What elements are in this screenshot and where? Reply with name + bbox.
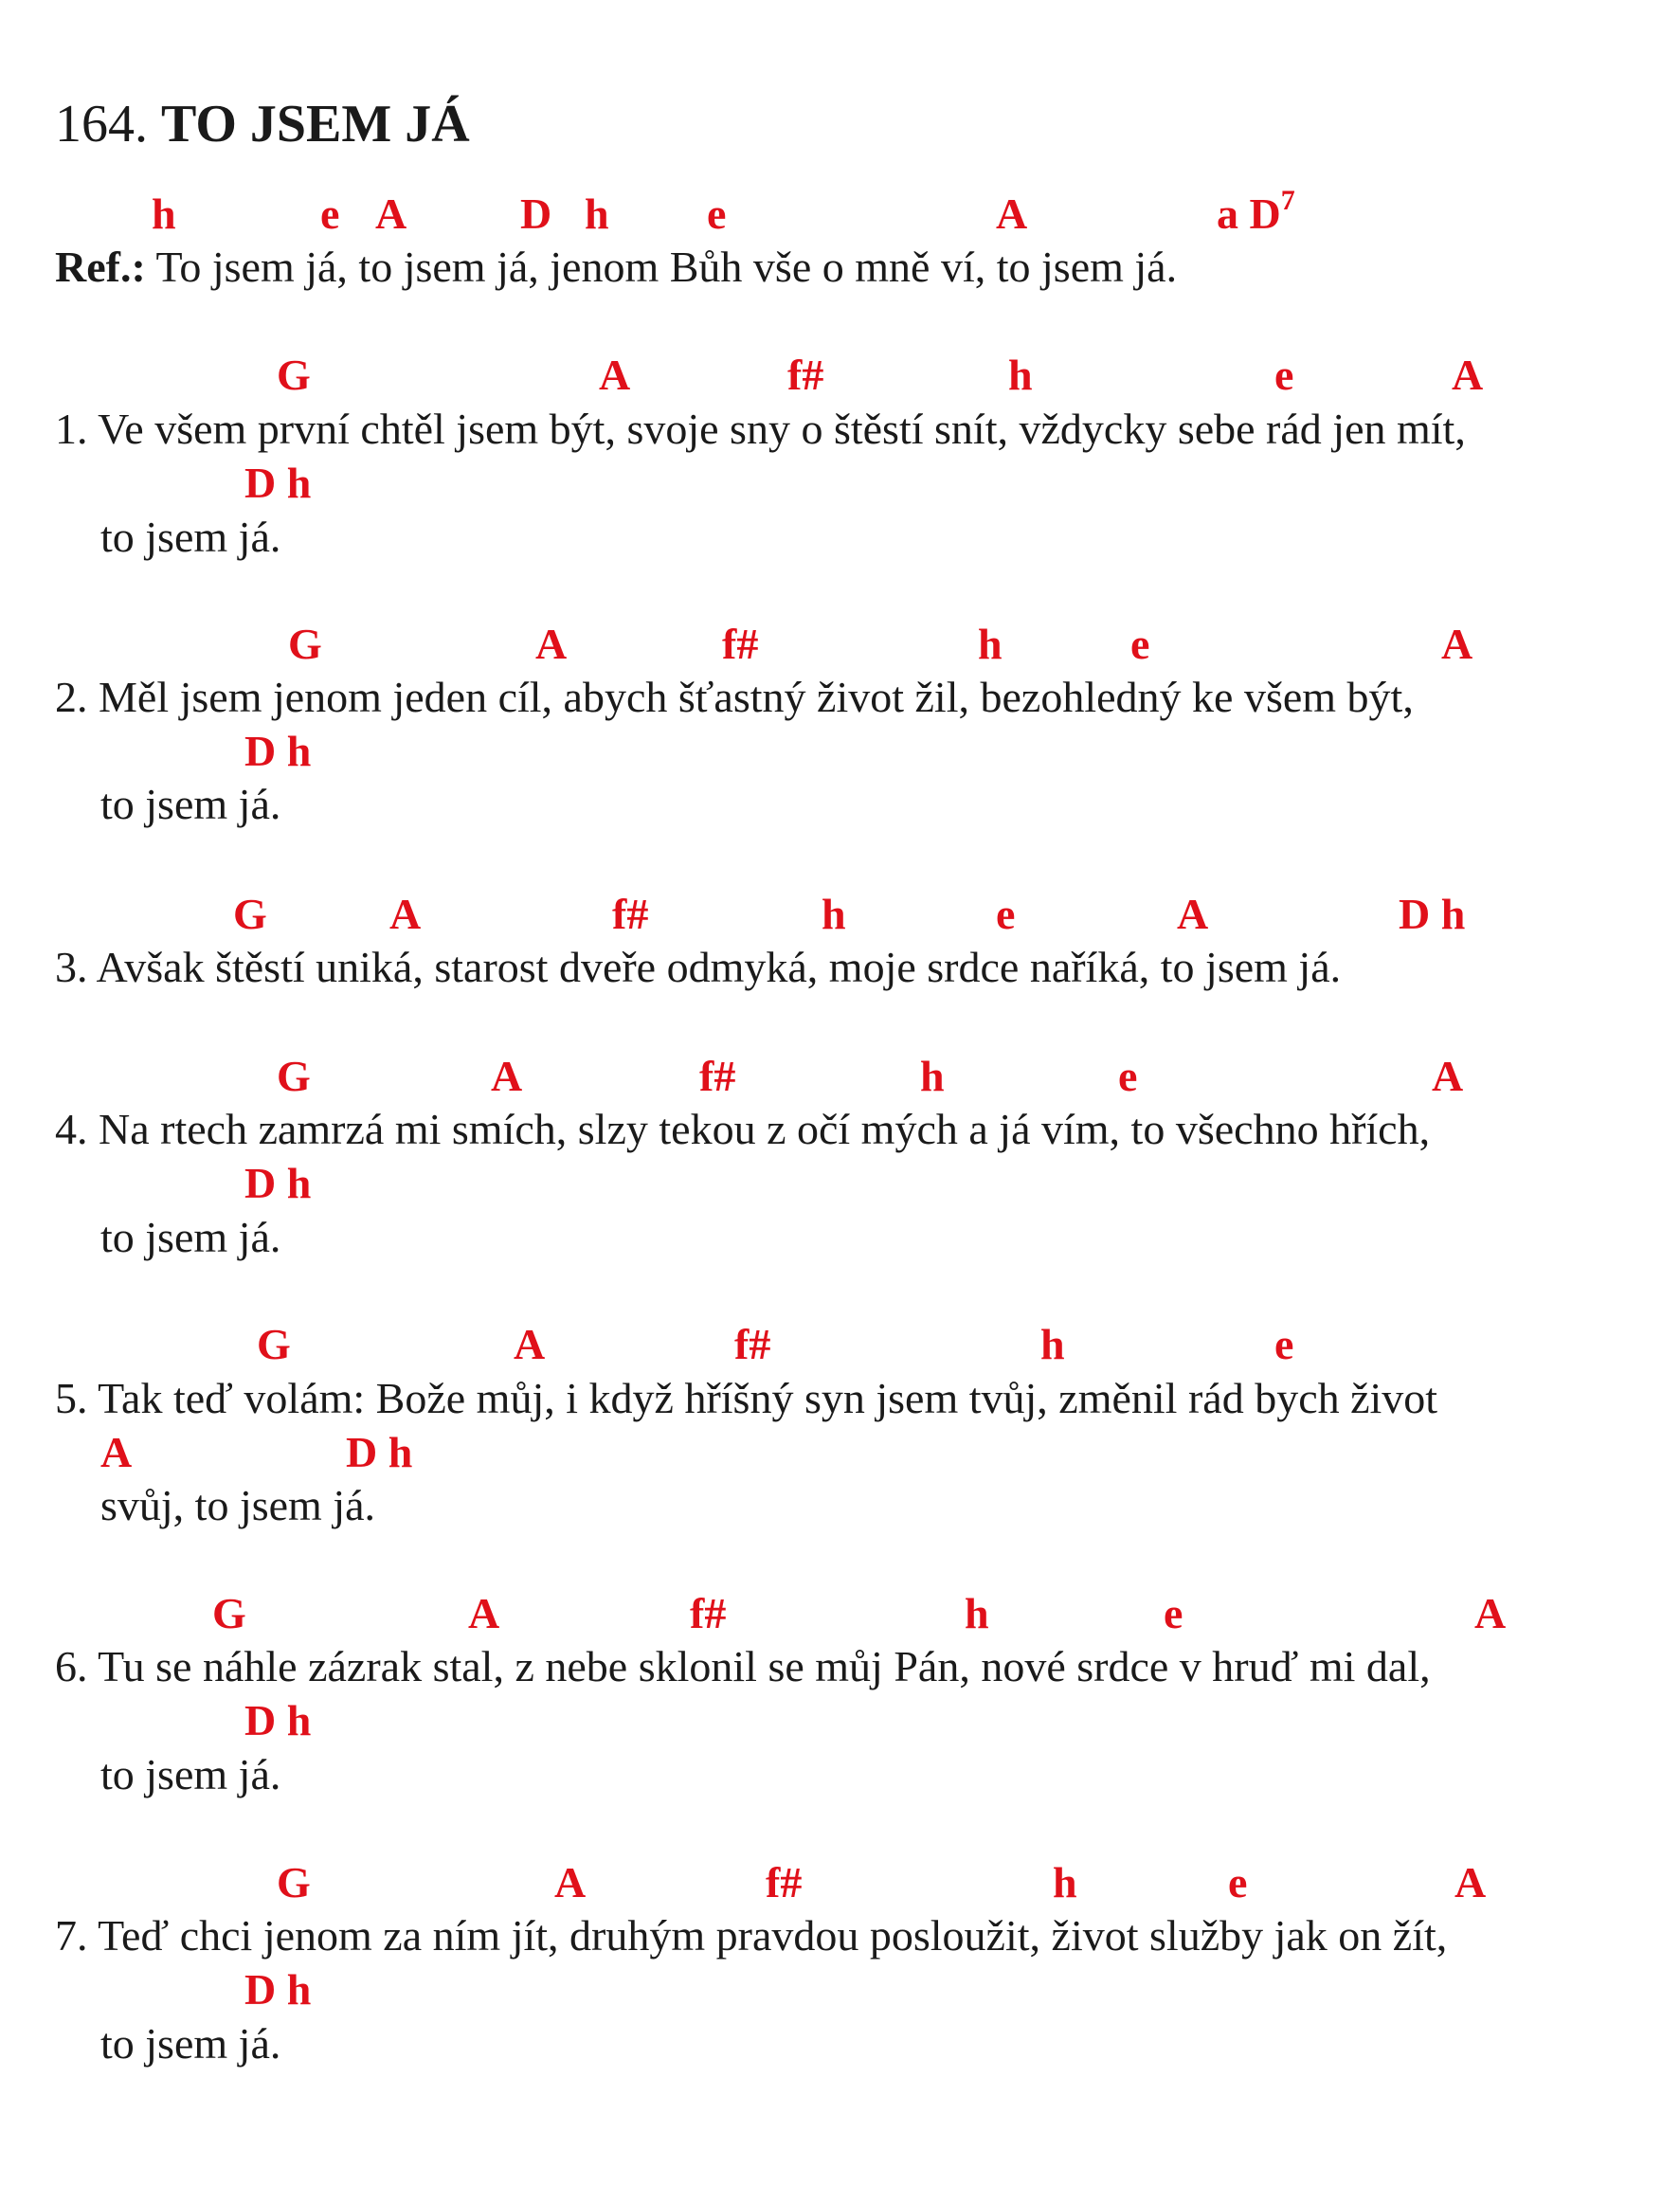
chord: e [1118, 1052, 1138, 1100]
chord: D h [244, 1965, 312, 2014]
chord: f# [722, 620, 759, 668]
chord: D [520, 190, 552, 238]
chord: G [257, 1320, 291, 1368]
chord: e [1274, 351, 1294, 399]
verse-5-line-2: svůj, to jsem já. [100, 1481, 376, 1529]
verse-3-line-1: 3. Avšak štěstí uniká, starost dveře odmyká, moje srdce naříká, to jsem já. [55, 943, 1342, 991]
chord: A [599, 351, 631, 399]
chord: h [965, 1589, 989, 1637]
verse-7-line-2: to jsem já. [100, 2019, 281, 2068]
chord: h [1008, 351, 1033, 399]
chord-with-seventh [1217, 185, 1295, 241]
chord: A [1454, 1858, 1487, 1906]
chord: f# [612, 890, 649, 938]
chord: A [389, 890, 422, 938]
verse-2-line-1: 2. Měl jsem jenom jeden cíl, abych šťastný život žil, bezohledný ke všem být, [55, 673, 1414, 721]
chord: h [1053, 1858, 1077, 1906]
verse-1-line-2: to jsem já. [100, 513, 281, 561]
verse-4-line-1: 4. Na rtech zamrzá mi smích, slzy tekou z očí mých a já vím, to všechno hřích, [55, 1105, 1431, 1153]
chord: G [277, 1858, 311, 1906]
chord: h [152, 190, 176, 238]
refrain-label: Ref.: [55, 243, 146, 291]
chord: A [996, 190, 1028, 238]
chord: D [1249, 190, 1281, 238]
chord: G [288, 620, 322, 668]
chord: A [535, 620, 568, 668]
chord: A [1177, 890, 1209, 938]
verse-7-line-1: 7. Teď chci jenom za ním jít, druhým pravdou posloužit, život služby jak on žít, [55, 1911, 1448, 1960]
chord: e [996, 890, 1016, 938]
verse-5-line-1: 5. Tak teď volám: Bože můj, i když hříšný syn jsem tvůj, změnil rád bych život [55, 1374, 1438, 1422]
verse-4-line-2: to jsem já. [100, 1213, 281, 1261]
refrain-text: To jsem já, to jsem já, jenom Bůh vše o mně ví, to jsem já. [155, 243, 1178, 291]
chord: e [320, 190, 340, 238]
chord: A [468, 1589, 500, 1637]
chord: A [514, 1320, 546, 1368]
chord: A [1474, 1589, 1507, 1637]
chord: A [554, 1858, 587, 1906]
chord: A [491, 1052, 523, 1100]
chord: h [585, 190, 609, 238]
chord: f# [699, 1052, 736, 1100]
chord: D h [244, 459, 312, 507]
chord: D h [346, 1428, 413, 1476]
chord: h [920, 1052, 945, 1100]
chord: e [1164, 1589, 1183, 1637]
chord: G [212, 1589, 246, 1637]
verse-6-line-1: 6. Tu se náhle zázrak stal, z nebe sklonil se můj Pán, nové srdce v hruď mi dal, [55, 1642, 1431, 1690]
song-number: 164. [55, 95, 148, 154]
chord: A [1432, 1052, 1464, 1100]
chord: e [1274, 1320, 1294, 1368]
chord: D h [244, 1696, 312, 1744]
verse-1-line-1: 1. Ve všem první chtěl jsem být, svoje sny o štěstí snít, vždycky sebe rád jen mít, [55, 405, 1466, 453]
chord: e [707, 190, 727, 238]
chord: D h [244, 1159, 312, 1207]
verse-2-line-2: to jsem já. [100, 780, 281, 828]
chord: D h [1399, 890, 1466, 938]
verse-6-line-2: to jsem já. [100, 1750, 281, 1798]
chord: A [1441, 620, 1473, 668]
chord: G [233, 890, 267, 938]
refrain-line [55, 241, 1177, 294]
chord: G [277, 1052, 311, 1100]
chord: h [1040, 1320, 1065, 1368]
chord: a [1217, 190, 1238, 238]
chord: f# [766, 1858, 803, 1906]
chord: G [277, 351, 311, 399]
chord-superscript: 7 [1280, 185, 1295, 216]
chord: D h [244, 727, 312, 775]
chord: e [1228, 1858, 1248, 1906]
chord: f# [690, 1589, 727, 1637]
song-name: TO JSEM JÁ [161, 95, 470, 154]
chord: e [1130, 620, 1150, 668]
chord: f# [734, 1320, 771, 1368]
song-title [55, 91, 470, 157]
chord: A [100, 1428, 133, 1476]
chord: h [822, 890, 846, 938]
chord: A [1452, 351, 1484, 399]
chord: A [375, 190, 407, 238]
chord: h [978, 620, 1003, 668]
chord: f# [787, 351, 824, 399]
